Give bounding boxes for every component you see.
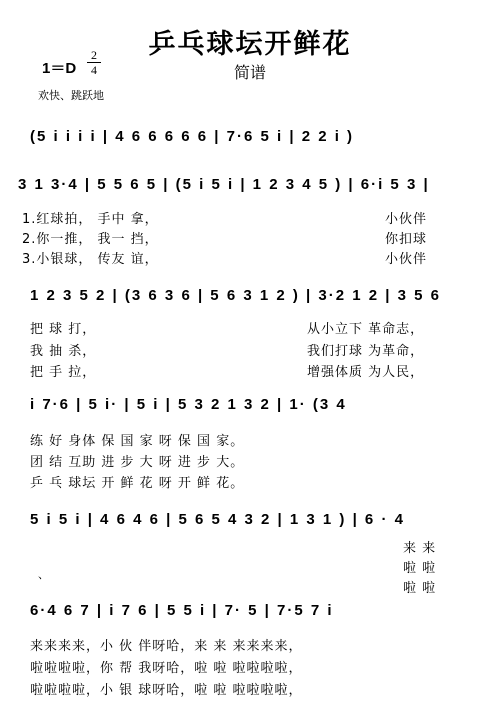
lyric-verse1-b: 小伙伴 [385,212,428,227]
notation-line-3: 1 2 3 5 2 | (3 6 3 6 | 5 6 3 1 2 ) | 3·2 1 2 | 3 5 6 [30,287,441,304]
song-title: 乒乓球坛开鲜花 [148,29,352,60]
lyric-line-13: 来来来来，小 伙 伴呀哈，来 来 来来来来， [30,639,303,654]
notation-line-1: (5 i i i i | 4 6 6 6 6 6 | 7·6 5 i | 2 2 i ) [30,128,355,145]
notation-line-5: 5 i 5 i | 4 6 4 6 | 5 6 5 4 3 2 | 1 3 1 ) | 6 · 4 [30,511,405,528]
meter-bottom: 4 [91,63,97,77]
notation-line-6: 6·4 6 7 | i 7 6 | 5 5 i | 7· 5 | 7·5 7 i [30,602,334,619]
tempo-marking: 欢快、跳跃地 [38,89,104,102]
lyric-verse1-a: 1.红球拍， 手中 拿， [22,212,159,227]
lyric-line-11: 啦 啦 [403,561,437,576]
lyric-line-6a: 把 手 拉， [30,365,97,380]
lyric-line-14: 啦啦啦啦，你 帮 我呀哈，啦 啦 啦啦啦啦， [30,661,303,676]
lyric-line-15: 啦啦啦啦，小 银 球呀哈，啦 啦 啦啦啦啦， [30,683,303,698]
lyric-verse3-b: 小伙伴 [385,252,428,267]
lyric-line-4b: 从小立下 革命志， [307,322,425,337]
lyric-verse3-a: 3.小银球， 传友 谊， [22,252,159,267]
lyric-line-5a: 我 抽 杀， [30,344,97,359]
lyric-verse2-a: 2.你一推， 我一 挡， [22,232,159,247]
breath-mark: 、 [38,568,49,581]
lyric-line-8: 团 结 互助 进 步 大 呀 进 步 大。 [30,455,245,470]
lyric-line-5b: 我们打球 为革命， [307,344,425,359]
lyric-line-6b: 增强体质 为人民， [307,365,425,380]
lyric-line-10: 来 来 [403,541,437,556]
lyric-line-9: 乒 乓 球坛 开 鲜 花 呀 开 鲜 花。 [30,476,245,491]
lyric-line-12: 啦 啦 [403,581,437,596]
time-signature [87,49,101,76]
notation-line-4: i 7·6 | 5 i· | 5 i | 5 3 2 1 3 2 | 1· (3 4 [30,396,347,413]
lyric-verse2-b: 你扣球 [385,232,428,247]
key-signature: 1＝D [42,60,77,77]
lyric-line-4a: 把 球 打， [30,322,97,337]
lyric-line-7: 练 好 身体 保 国 家 呀 保 国 家。 [30,434,245,449]
song-subtitle: 简谱 [233,63,266,82]
meter-top: 2 [91,48,97,62]
notation-line-2: 3 1 3·4 | 5 5 6 5 | (5 i 5 i | 1 2 3 4 5 ) | 6·i 5 3 | [18,176,430,193]
